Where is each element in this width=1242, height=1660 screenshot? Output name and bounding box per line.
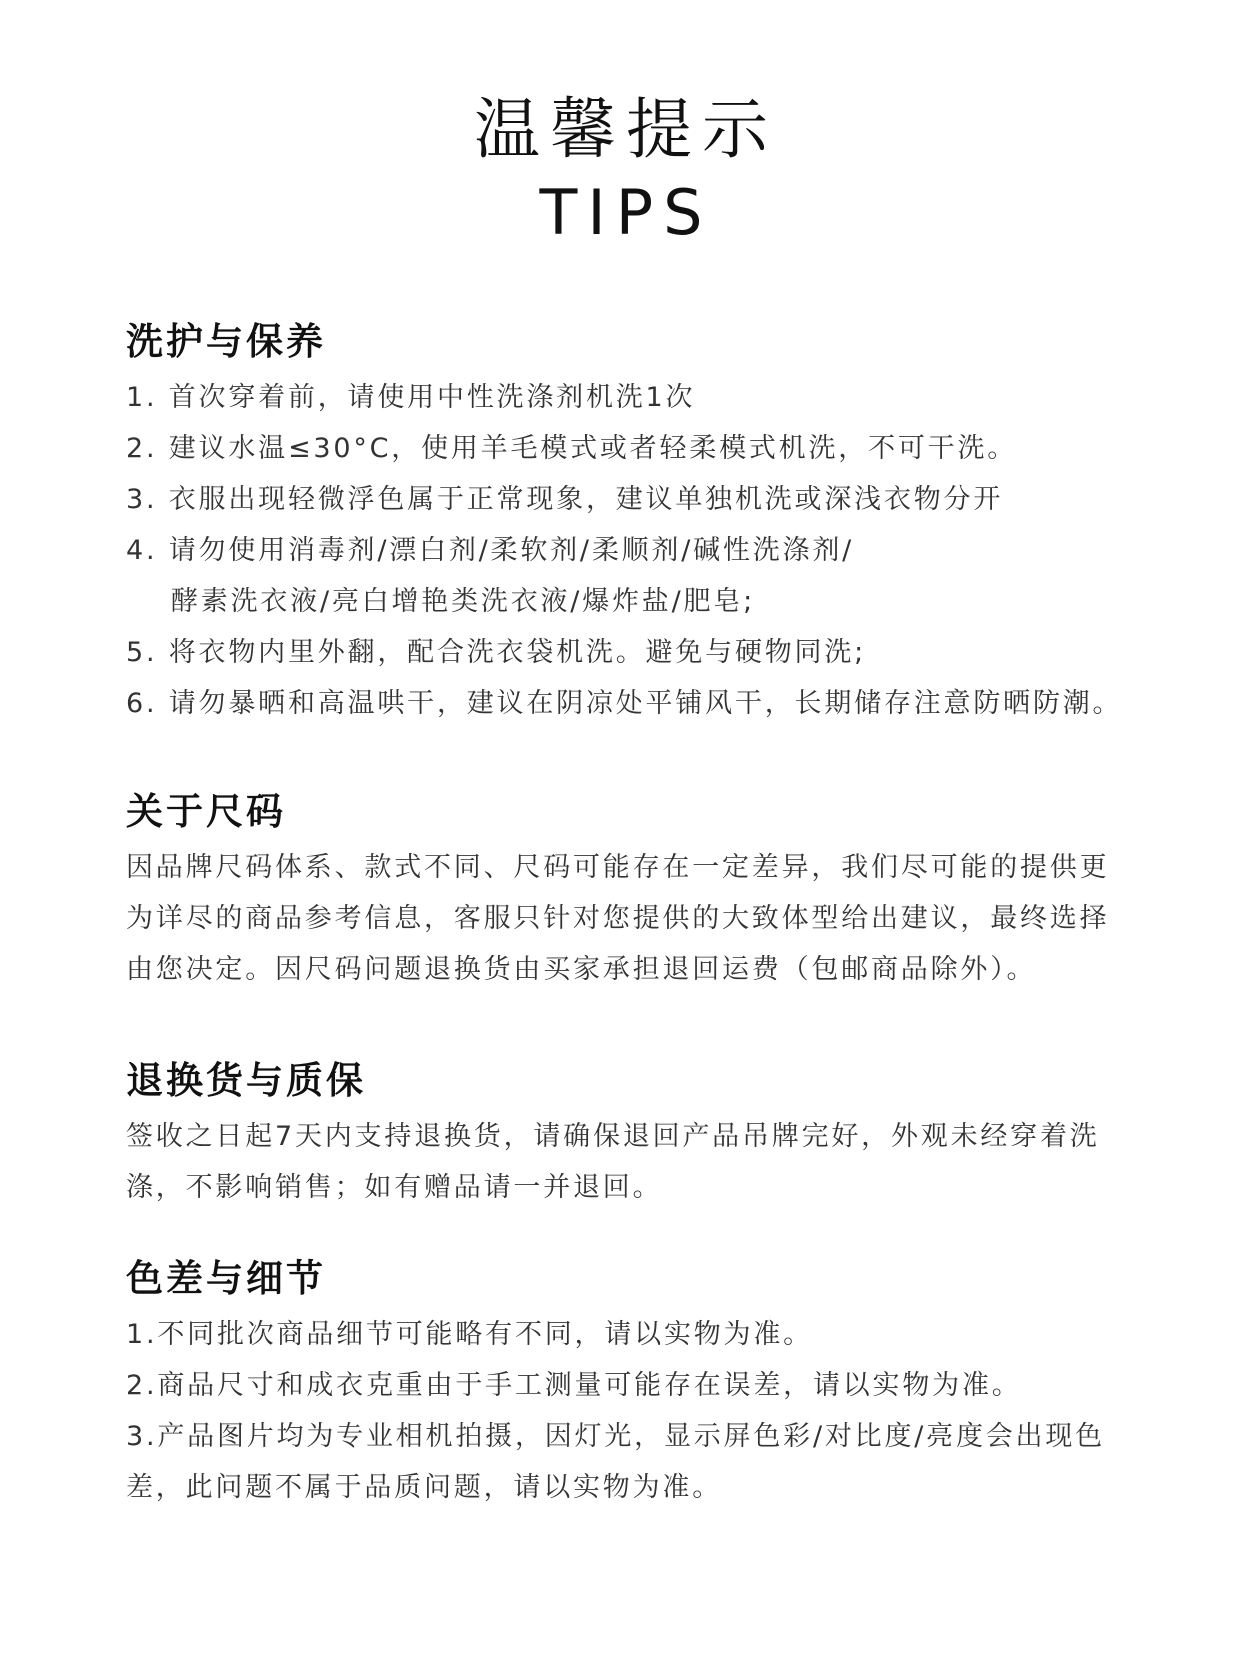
color-item: 3.产品图片均为专业相机拍摄，因灯光，显示屏色彩/对比度/亮度会出现色 [126, 1421, 1105, 1452]
care-item: 4. 请勿使用消毒剂/漂白剂/柔软剂/柔顺剂/碱性洗涤剂/ [126, 535, 855, 566]
care-item: 5. 将衣物内里外翻，配合洗衣袋机洗。避免与硬物同洗; [126, 637, 867, 668]
color-item: 2.商品尺寸和成衣克重由于手工测量可能存在误差，请以实物为准。 [126, 1370, 1022, 1401]
returns-section-title: 退换货与质保 [126, 1059, 366, 1102]
color-item: 差，此问题不属于品质问题，请以实物为准。 [126, 1472, 722, 1503]
size-text-line: 因品牌尺码体系、款式不同、尺码可能存在一定差异，我们尽可能的提供更 [126, 852, 1110, 883]
size-text-line: 由您决定。因尺码问题退换货由买家承担退回运费（包邮商品除外）。 [126, 954, 1037, 985]
returns-section [126, 1057, 1146, 1213]
size-section-title: 关于尺码 [126, 790, 286, 833]
care-item-continuation: 酵素洗衣液/亮白增艳类洗衣液/爆炸盐/肥皂; [171, 586, 755, 617]
color-item: 1.不同批次商品细节可能略有不同，请以实物为准。 [126, 1319, 813, 1350]
care-section [126, 318, 1146, 729]
returns-text-line: 涤，不影响销售；如有赠品请一并退回。 [126, 1172, 663, 1203]
size-section [126, 788, 1146, 995]
care-item: 3. 衣服出现轻微浮色属于正常现象，建议单独机洗或深浅衣物分开 [126, 484, 1004, 515]
color-section [126, 1255, 1146, 1513]
care-item: 1. 首次穿着前，请使用中性洗涤剂机洗1次 [126, 382, 696, 413]
returns-text-line: 签收之日起7天内支持退换货，请确保退回产品吊牌完好，外观未经穿着洗 [126, 1121, 1100, 1152]
header [0, 88, 1242, 252]
care-section-title: 洗护与保养 [126, 320, 326, 363]
care-item: 6. 请勿暴晒和高温哄干，建议在阴凉处平铺风干，长期储存注意防晒防潮。 [126, 688, 1123, 719]
page-subtitle: TIPS [539, 176, 713, 249]
page-title: 温馨提示 [474, 91, 778, 168]
color-section-title: 色差与细节 [126, 1257, 326, 1300]
size-text-line: 为详尽的商品参考信息，客服只针对您提供的大致体型给出建议，最终选择 [126, 903, 1110, 934]
care-item: 2. 建议水温≤30°C，使用羊毛模式或者轻柔模式机洗，不可干洗。 [126, 433, 1018, 464]
